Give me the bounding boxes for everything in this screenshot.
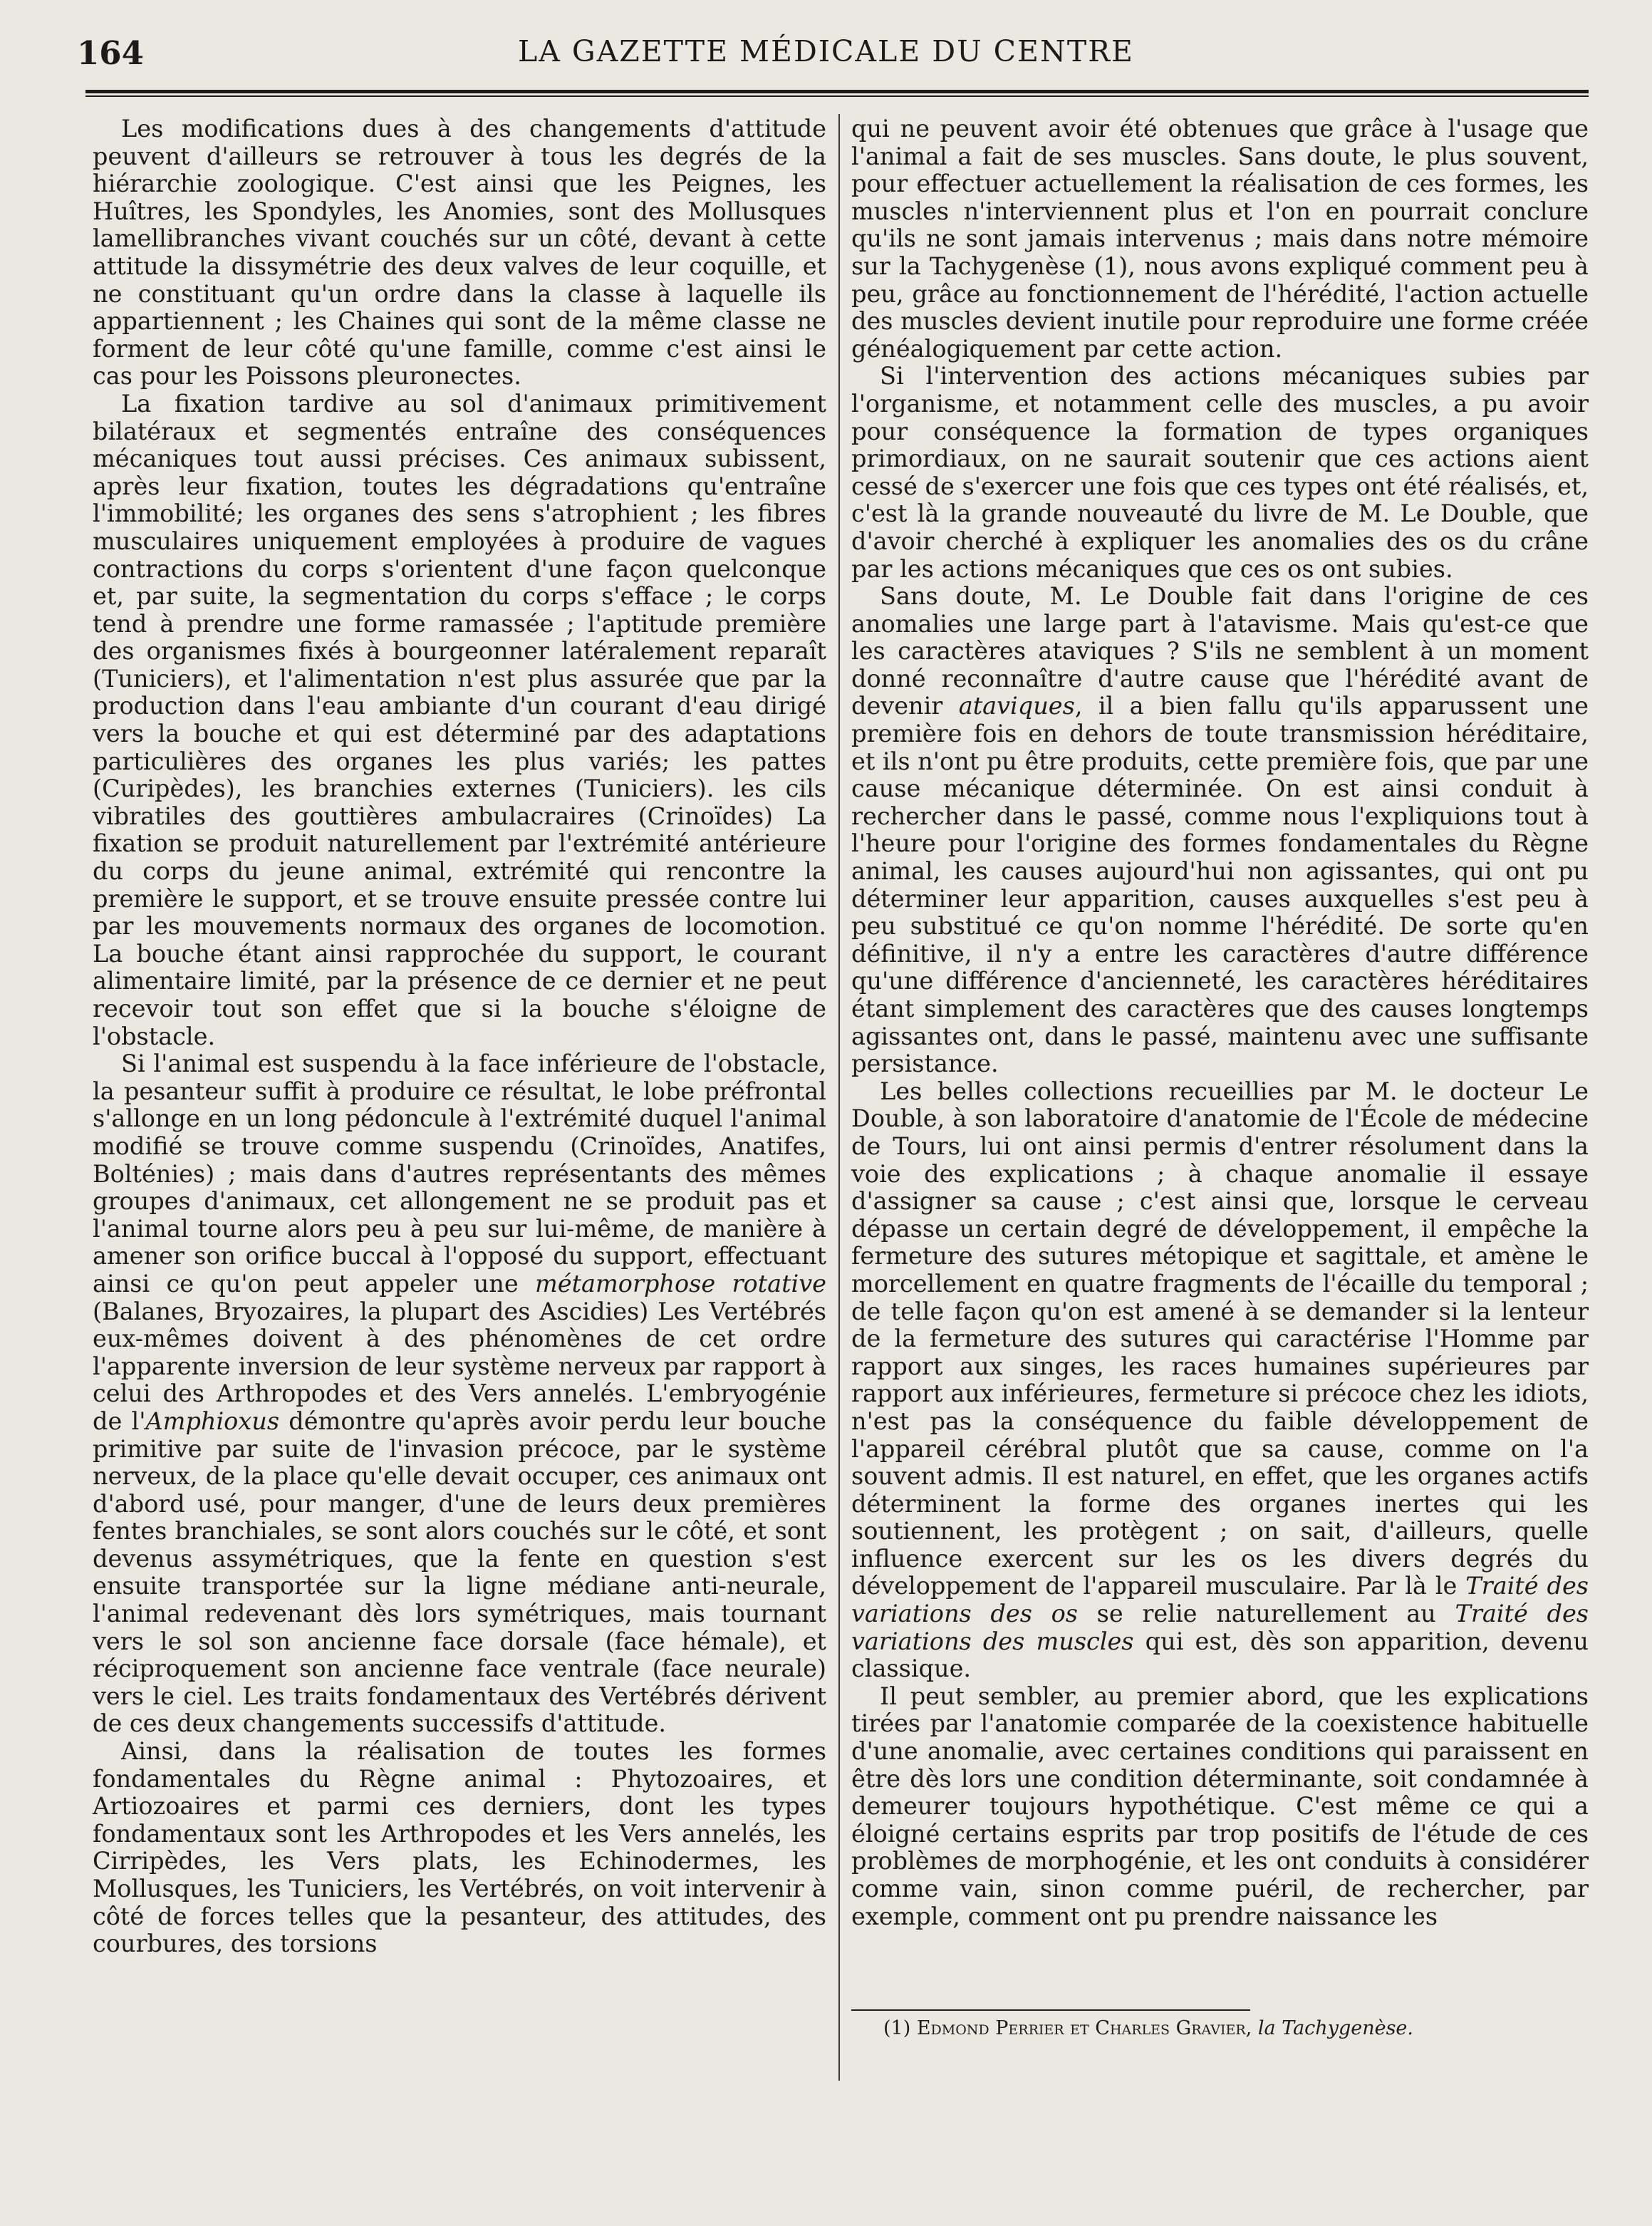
italic-term: Amphioxus — [145, 1407, 280, 1435]
paragraph: Il peut sembler, au premier abord, que les explications tirées par l'anatomie comparée de la coexistence habituelle d'une anomalie, avec certaines conditions qui paraissent en être dès lors une condition déterminante, soit condamnée à demeurer toujours hypothétique. C'est même ce qui a éloigné certains esprits par trop positifs de l'étude de ces problèmes de morphogénie, et les ont conduits à considérer comme vain, sinon comme puéril, de rechercher, par exemple, comment ont pu prendre naissance les — [851, 1682, 1589, 1930]
paragraph — [851, 1078, 1589, 1683]
footnote-authors: Edmond Perrier et Charles Gravier, — [916, 2017, 1252, 2039]
paragraph: Les modifications dues à des changements d'attitude peuvent d'ailleurs se retrouver à tous les degrés de la hiérarchie zoologique. C'est ainsi que les Peignes, les Huîtres, les Spondyles, les Anomies, sont des Mollusques lamellibranches vivant couchés sur un côté, devant à cette attitude la dissymétrie des deux valves de leur coquille, et ne constituant qu'un ordre dans la classe à laquelle ils appartiennent ; les Chaines qui sont de la même classe ne forment de leur côté qu'une famille, comme c'est ainsi le cas pour les Poissons pleuronectes. — [93, 115, 826, 390]
footnote-rule — [851, 2009, 1250, 2011]
footnote — [883, 2017, 1413, 2041]
right-column — [851, 115, 1589, 1930]
paragraph-text: se relie naturellement au — [1077, 1600, 1455, 1628]
paragraph-text: , il a bien fallu qu'ils apparussent une première fois en dehors de toute transmission héréditaire, et ils n'ont pu être produits, cette première fois, que par une cause mécanique déterminée. On est ainsi conduit à rechercher dans le passé, comme nous l'expliquions tout à l'heure pour l'origine des formes fondamentales du Règne animal, les causes aujourd'hui non agissantes, qui ont pu déterminer leur apparition, causes auxquelles s'est peu à peu substitué ce qu'on nomme l'hérédité. De sorte qu'en définitive, il n'y a entre les caractères d'autre différence qu'une différence d'ancienneté, les caractères héréditaires étant simplement des caractères que des causes longtemps agissantes ont, dans le passé, maintenu avec une suffisante persistance. — [851, 692, 1589, 1078]
paragraph-text: Si l'animal est suspendu à la face inférieure de l'obstacle, la pesanteur suffit à produire ce résultat, le lobe préfrontal s'allonge en un long pédoncule à l'extrémité duquel l'animal modifié se trouve comme suspendu (Crinoïdes, Anatifes, Bolténies) ; mais dans d'autres représentants des mêmes groupes d'animaux, cet allongement ne se produit pas et l'animal tourne alors peu à peu sur lui-même, de manière à amener son orifice buccal à l'opposé du support, effectuant ainsi ce qu'on peut appeler une — [93, 1050, 826, 1298]
paragraph-text: (Balanes, Bryozaires, la plupart des Ascidies) Les Vertébrés eux-mêmes doivent à des phénomènes de cet ordre l'apparente inversion de leur système nerveux par rapport à celui des Arthropodes et des Vers annelés. L'embryogénie de l' — [93, 1297, 826, 1435]
paragraph — [93, 1050, 826, 1738]
paragraph: La fixation tardive au sol d'animaux primitivement bilatéraux et segmentés entraîne des conséquences mécaniques tout aussi précises. Ces animaux subissent, après leur fixation, toutes les dégradations qu'entraîne l'immobilité; les organes des sens s'atrophient ; les fibres musculaires uniquement employées à produire de vagues contractions du corps s'orientent d'une façon quelconque et, par suite, la segmentation du corps s'efface ; le corps tend à prendre une forme ramassée ; l'aptitude première des organismes fixés à bourgeonner latéralement reparaît (Tuniciers), et l'alimentation n'est plus assurée que par la production dans l'eau ambiante d'un courant d'eau dirigé vers la bouche et qui est déterminé par des adaptations particulières des organes les plus variés; les pattes (Curipèdes), les branchies externes (Tuniciers). les cils vibratiles des gouttières ambulacraires (Crinoïdes) La fixation se produit naturellement par l'extrémité antérieure du corps du jeune animal, extrémité qui rencontre la première le support, et se trouve ensuite pressée contre lui par les mouvements normaux des organes de locomotion. La bouche étant ainsi rapprochée du support, le courant alimentaire limité, par la présence de ce dernier et ne peut recevoir tout son effet que si la bouche s'éloigne de l'obstacle. — [93, 389, 826, 1050]
paragraph-text: Sans doute, M. Le Double fait dans l'origine de ces anomalies une large part à l'atavisme. Mais qu'est-ce que les caractères ataviques ? S'ils ne semblent à un moment donné reconnaître d'autre cause que l'hérédité avant de devenir — [851, 582, 1589, 720]
paragraph — [851, 583, 1589, 1078]
column-divider — [838, 114, 840, 2081]
italic-term: ataviques — [958, 692, 1075, 720]
footnote-title: la Tachygenèse. — [1257, 2017, 1413, 2039]
page-header — [0, 34, 1652, 77]
paragraph: Si l'intervention des actions mécaniques subies par l'organisme, et notamment celle des muscles, a pu avoir pour conséquence la formation de types organiques primordiaux, on ne saurait soutenir que ces actions aient cessé de s'exercer une fois que ces types ont été réalisés, et, c'est là la grande nouveauté du livre de M. Le Double, que d'avoir cherché à expliquer les anomalies des os du crâne par les actions mécaniques que ces os ont subies. — [851, 362, 1589, 583]
left-column — [93, 115, 826, 1958]
italic-term: Traité des variations des muscles — [851, 1600, 1589, 1655]
paragraph-text: qui est, dès son apparition, devenu classique. — [851, 1627, 1589, 1683]
italic-term: métamorphose rotative — [534, 1269, 826, 1298]
running-title: LA GAZETTE MÉDICALE DU CENTRE — [518, 34, 1134, 68]
paragraph: qui ne peuvent avoir été obtenues que grâce à l'usage que l'animal a fait de ses muscles. Sans doute, le plus souvent, pour effectuer actuellement la réalisation de ces formes, les muscles n'interviennent plus et l'on en pourrait conclure qu'ils ne sont jamais intervenus ; mais dans notre mémoire sur la Tachygenèse (1), nous avons expliqué comment peu à peu, grâce au fonctionnement de l'hérédité, l'action actuelle des muscles devient inutile pour reproduire une forme créée généalogiquement par cette action. — [851, 115, 1589, 363]
header-rule — [85, 90, 1589, 93]
footnote-marker: (1) — [883, 2017, 917, 2039]
page-number: 164 — [77, 34, 144, 72]
italic-term: Traité des variations des os — [851, 1572, 1589, 1628]
paragraph-text: démontre qu'après avoir perdu leur bouche primitive par suite de l'invasion précoce, par le système nerveux, de la place qu'elle devait occuper, ces animaux ont d'abord usé, pour manger, d'une de leurs deux premières fentes branchiales, se sont alors couchés sur le côté, et sont devenus assymétriques, que la fente en question s'est ensuite transportée sur la ligne médiane anti-neurale, l'animal redevenant dès lors symétriques, mais tournant vers le sol son ancienne face dorsale (face hémale), et réciproquement son ancienne face ventrale (face neurale) vers le ciel. Les traits fondamentaux des Vertébrés dérivent de ces deux changements successifs d'attitude. — [93, 1407, 827, 1738]
header-rule-thin — [85, 95, 1589, 97]
paragraph-text: Les belles collections recueillies par M. le docteur Le Double, à son laboratoire d'anatomie de l'École de médecine de Tours, lui ont ainsi permis d'entrer résolument dans la voie des explications ; à chaque anomalie il essaye d'assigner sa cause ; c'est ainsi que, lorsque le cerveau dépasse un certain degré de développement, il empêche la fermeture des sutures métopique et sagittale, et amène le morcellement en quatre fragments de l'écaille du temporal ; de telle façon qu'on est amené à se demander si la lenteur de la fermeture des sutures qui caractérise l'Homme par rapport aux singes, les races humaines supérieures par rapport aux inférieures, fermeture si précoce chez les idiots, n'est pas la conséquence du faible développement de l'appareil cérébral plutôt que sa cause, comme on l'a souvent admis. Il est naturel, en effet, que les organes actifs déterminent la forme des organes inertes qui les soutiennent, les protègent ; on sait, d'ailleurs, quelle influence exercent sur les os les divers degrés du développement de l'appareil musculaire. Par là le — [851, 1077, 1589, 1600]
paragraph: Ainsi, dans la réalisation de toutes les formes fondamentales du Règne animal : Phytozoaires, et Artiozoaires et parmi ces derniers, dont les types fondamentaux sont les Arthropodes et les Vers annelés, les Cirripèdes, les Vers plats, les Echinodermes, les Mollusques, les Tuniciers, les Vertébrés, on voit intervenir à côté de forces telles que la pesanteur, des attitudes, des courbures, des torsions — [93, 1737, 826, 1958]
